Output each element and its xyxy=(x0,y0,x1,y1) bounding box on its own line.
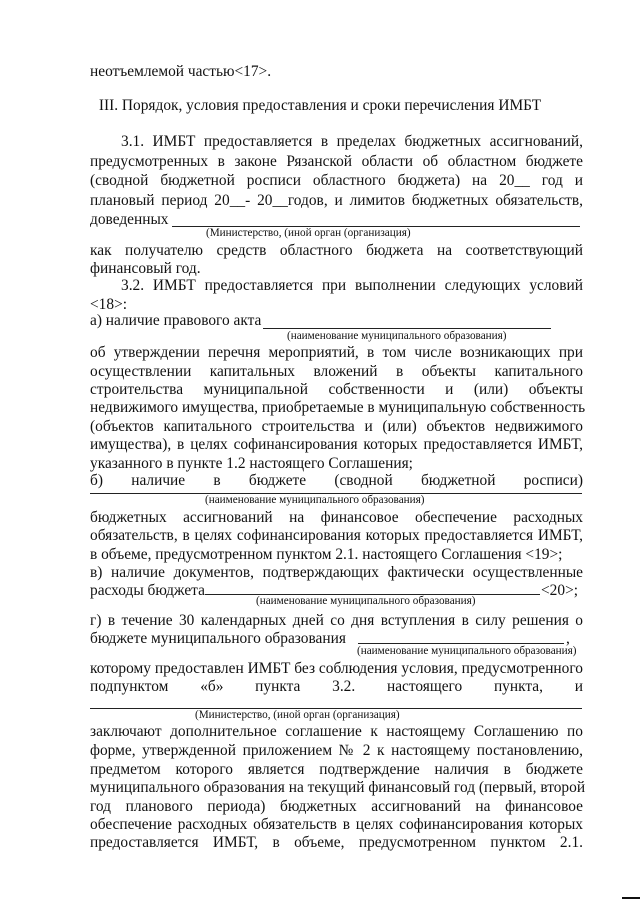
corner-mark xyxy=(622,897,640,899)
p32-line-1: 3.2. ИМБТ предоставляется при выполнении следующих условий xyxy=(121,277,583,294)
b-body-2: обязательств, в целях софинансирования которых предоставляется ИМБТ, xyxy=(90,527,583,544)
v-expenses: расходы бюджета xyxy=(90,582,205,599)
p31-tail-2: финансовый год. xyxy=(90,260,201,277)
g-budget: бюджете муниципального образования xyxy=(90,630,346,647)
final-body-6: обеспечение расходных обязательств в целях софинансирования которых xyxy=(90,816,583,833)
caption-municipal-1: (наименование муниципального образования) xyxy=(287,330,507,342)
v-ref: <20>; xyxy=(541,582,579,599)
caption-ministry-1: (Министерство, (иной орган (организация) xyxy=(206,227,411,239)
final-body-4: муниципального образования на текущий финансовый год (первый, второй xyxy=(90,779,586,796)
p31-line-1: 3.1. ИМБТ предоставляется в пределах бюджетных ассигнований, xyxy=(121,133,583,150)
b-body-3: в объеме, предусмотренном пунктом 2.1. настоящего Соглашения <19>; xyxy=(90,546,563,563)
p31-tail-1: как получателю средств областного бюджета на соответствующий xyxy=(90,242,583,259)
g-body-2: подпунктом «б» пункта 3.2. настоящего пункта, и xyxy=(90,678,583,695)
p31-line-4: плановый период 20__- 20__годов, и лимитов бюджетных обязательств, xyxy=(90,192,583,209)
a-body-5: (объектов капитального строительства и (или) объектов недвижимого xyxy=(90,418,583,435)
caption-municipal-3: (наименование муниципального образования) xyxy=(256,595,476,607)
p32-line-2: <18>: xyxy=(90,296,128,313)
section-title: III. Порядок, условия предоставления и сроки перечисления ИМБТ xyxy=(98,97,542,114)
v-line-1: в) наличие документов, подтверждающих фактически осуществленные xyxy=(90,564,583,581)
a-line: а) наличие правового акта xyxy=(90,312,262,329)
g-body-1: которому предоставлен ИМБТ без соблюдения условия, предусмотренного xyxy=(90,660,583,677)
blank-municipal-4 xyxy=(358,643,564,644)
a-body-1: об утверждении перечня мероприятий, в том числе возникающих при xyxy=(90,344,583,361)
a-body-3: строительства муниципальной собственности и (или) объекты xyxy=(90,381,583,398)
final-body-2: форме, утвержденной приложением № 2 к настоящему постановлению, xyxy=(90,742,583,759)
a-body-7: указанного в пункте 1.2 настоящего Соглашения; xyxy=(90,455,413,472)
blank-municipal-1 xyxy=(263,328,551,329)
p31-line-5: доведенных xyxy=(90,211,169,228)
p31-line-2: предусмотренных в законе Рязанской области об областном бюджете xyxy=(90,153,583,170)
g-comma: , xyxy=(566,630,570,647)
top-line: неотъемлемой частью<17>. xyxy=(90,63,272,80)
b-body-1: бюджетных ассигнований на финансовое обеспечение расходных xyxy=(90,509,583,526)
caption-municipal-2: (наименование муниципального образования) xyxy=(205,494,425,506)
final-body-5: год планового периода) бюджетных ассигнований на финансовое xyxy=(90,798,583,815)
b-line: б) наличие в бюджете (сводной бюджетной росписи) xyxy=(90,472,583,489)
final-body-3: предметом которого является подтверждение наличия в бюджете xyxy=(90,761,583,778)
a-body-2: осуществлении капитальных вложений в объекты капитального xyxy=(90,363,583,380)
caption-ministry-2: (Министерство, (иной орган (организация) xyxy=(195,709,400,721)
p31-line-3: (сводной бюджетной росписи областного бюджета) на 20__ год и xyxy=(90,172,583,189)
a-body-6: имущества), в целях софинансирования которых предоставляется ИМБТ, xyxy=(90,436,583,453)
a-body-4: недвижимого имущества, приобретаемые в муниципальную собственность xyxy=(90,399,586,416)
caption-municipal-4: (наименование муниципального образования) xyxy=(357,645,577,657)
g-line-1: г) в течение 30 календарных дней со дня вступления в силу решения о xyxy=(90,612,583,629)
final-body-7: предоставляется ИМБТ, в объеме, предусмотренном пунктом 2.1. xyxy=(90,834,583,851)
final-body-1: заключают дополнительное соглашение к настоящему Соглашению по xyxy=(90,723,583,740)
